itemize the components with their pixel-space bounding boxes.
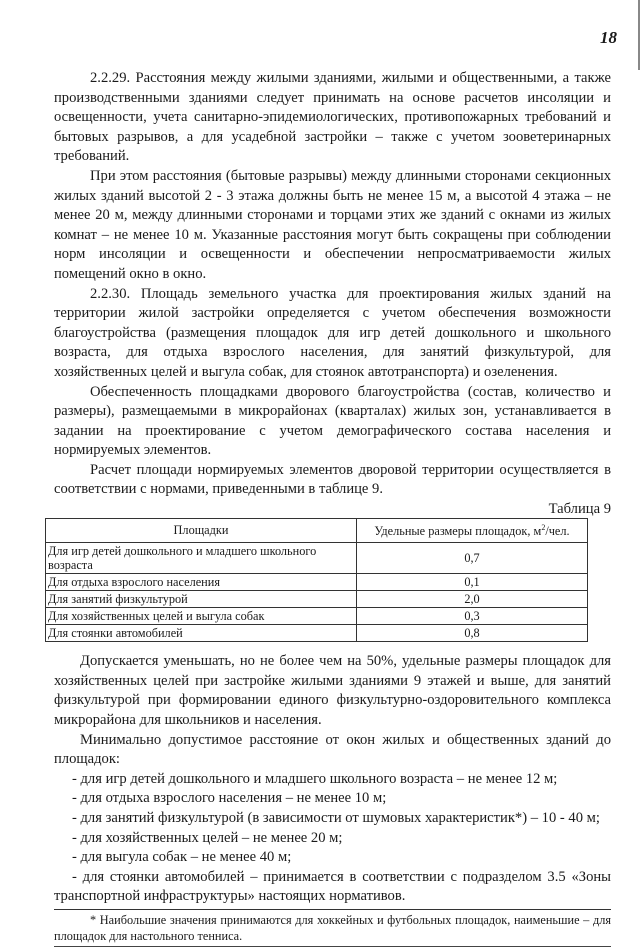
row-name: Для хозяйственных целей и выгула собак bbox=[46, 608, 357, 625]
row-name: Для отдыха взрослого населения bbox=[46, 574, 357, 591]
page-number: 18 bbox=[600, 28, 617, 47]
norms-table bbox=[45, 518, 588, 642]
paragraph-provision: Обеспеченность площадками дворового благоустройства (состав, количество и размеры), размещаемыми в микрорайонах (кварталах) жилых зон, устанавливается в задании на проектирование с учетом демографического состава населения и нормируемых элементов. bbox=[54, 383, 611, 459]
paragraph-2-2-29: 2.2.29. Расстояния между жилыми зданиями, жилыми и общественными, а также производственными зданиями следует принимать на основе расчетов инсоляции и освещенности, учета санитарно-эпидемиологических, противопожарных требований и бытовых разрывов, а для усадебной застройки – также с учетом зооветеринарных требований. bbox=[54, 70, 611, 165]
paragraph-min-distance: Минимально допустимое расстояние от окон жилых и общественных зданий до площадок: bbox=[54, 731, 611, 768]
footnote-divider bbox=[54, 909, 611, 910]
row-value: 0,8 bbox=[357, 625, 588, 642]
list-item: - для хозяйственных целей – не менее 20 м; bbox=[72, 829, 343, 846]
header-unit-sup: 2 bbox=[541, 523, 546, 533]
list-item: - для занятий физкультурой (в зависимости от шумовых характеристик*) – 10 - 40 м; bbox=[72, 809, 600, 826]
table-row bbox=[46, 543, 588, 574]
paragraph-reduction: Допускается уменьшать, но не более чем на 50%, удельные размеры площадок для хозяйственных целей при застройке жилыми зданиями 9 этажей и выше, для занятий физкультурой при формировании единого физкультурно-оздоровительного комплекса микрорайона для школьников и населения. bbox=[54, 653, 611, 728]
row-value: 0,7 bbox=[357, 543, 588, 574]
header-specific-size-text: Удельные размеры площадок, м bbox=[374, 524, 542, 539]
distance-list bbox=[54, 770, 611, 907]
document-body bbox=[48, 69, 611, 947]
table-row bbox=[46, 591, 588, 608]
paragraph-2-2-30: 2.2.30. Площадь земельного участка для проектирования жилых зданий на территории жилой застройки определяется с учетом обеспечения возможности благоустройства (размещения площадок для игр детей дошкольного и школьного возраста, для отдыха взрослого населения, для занятий физкультурой, для хозяйственных целей и выгула собак, для стоянок автотранспорта) и озеленения. bbox=[54, 285, 611, 380]
row-value: 0,1 bbox=[357, 574, 588, 591]
table-header-row bbox=[46, 519, 588, 543]
row-name: Для игр детей дошкольного и младшего школьного возраста bbox=[46, 543, 357, 574]
header-specific-size bbox=[357, 519, 588, 543]
footnote: * Наибольшие значения принимаются для хоккейных и футбольных площадок, наименьшие – для площадок для настольного тенниса. bbox=[54, 912, 611, 943]
table-row bbox=[46, 608, 588, 625]
header-unit-suffix: /чел. bbox=[545, 524, 570, 539]
header-playgrounds: Площадки bbox=[46, 519, 357, 543]
table-caption: Таблица 9 bbox=[548, 501, 611, 518]
table-row bbox=[46, 574, 588, 591]
list-item: - для выгула собак – не менее 40 м; bbox=[72, 849, 292, 866]
row-name: Для стоянки автомобилей bbox=[46, 625, 357, 642]
row-value: 2,0 bbox=[357, 591, 588, 608]
row-name: Для занятий физкультурой bbox=[46, 591, 357, 608]
list-item: - для отдыха взрослого населения – не менее 10 м; bbox=[72, 790, 387, 807]
row-value: 0,3 bbox=[357, 608, 588, 625]
paragraph-calculation: Расчет площади нормируемых элементов дворовой территории осуществляется в соответствии с нормами, приведенными в таблице 9. bbox=[54, 461, 611, 498]
list-item: - для стоянки автомобилей – принимается в соответствии с подразделом 3.5 «Зоны транспортной инфраструктуры» настоящих нормативов. bbox=[54, 868, 611, 905]
paragraph-distances: При этом расстояния (бытовые разрывы) между длинными сторонами секционных жилых зданий высотой 2 - 3 этажа должны быть не менее 15 м, а высотой 4 этажа – не менее 20 м, между длинными сторонами и торцами этих же зданий с окнами из жилых комнат – не менее 10 м. Указанные расстояния могут быть сокращены при соблюдении норм инсоляции и освещенности и обеспечении непросматриваемости жилых помещений окно в окно. bbox=[54, 167, 611, 282]
list-item: - для игр детей дошкольного и младшего школьного возраста – не менее 12 м; bbox=[72, 770, 558, 787]
table-row bbox=[46, 625, 588, 642]
